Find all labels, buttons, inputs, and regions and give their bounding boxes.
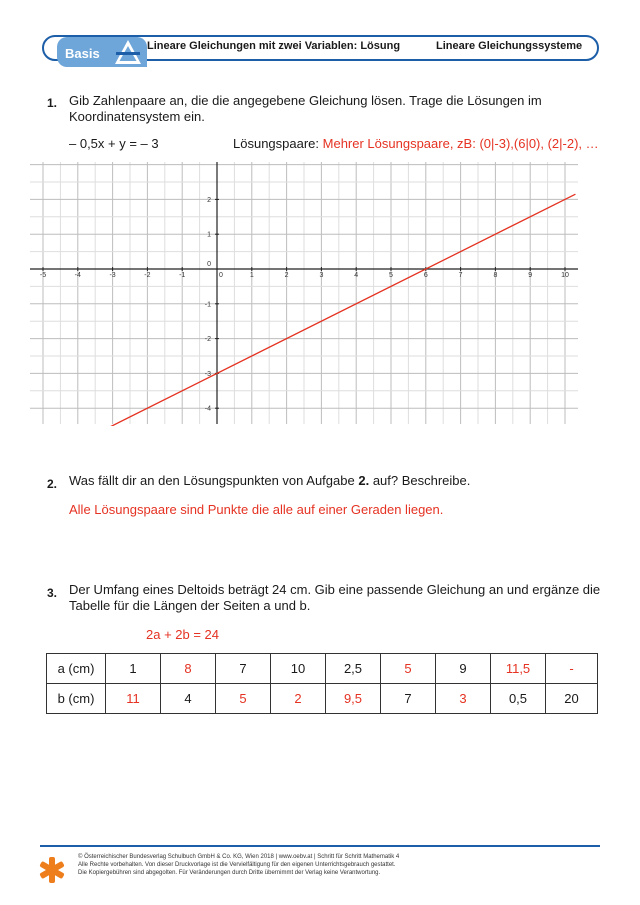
task1-number: 1. bbox=[47, 96, 58, 110]
footer-line-2: Alle Rechte vorbehalten. Von dieser Druckvorlage ist die Vervielfältigung für den eigenen Unterrichtsgebrauch gestattet. bbox=[78, 862, 396, 868]
task3-number: 3. bbox=[47, 586, 58, 600]
x-tick-label: 1 bbox=[249, 272, 254, 279]
y-tick-label: 2 bbox=[207, 196, 211, 204]
cell-b-5: 9,5 bbox=[326, 684, 381, 714]
publisher-star-icon bbox=[38, 856, 66, 884]
x-tick-label: 4 bbox=[354, 272, 359, 279]
triangle-logo-icon bbox=[113, 37, 143, 67]
cell-a-3: 7 bbox=[216, 654, 271, 684]
x-tick-label: 10 bbox=[561, 272, 569, 279]
task1-text-line1: Gib Zahlenpaare an, die die angegebene Gleichung lösen. Trage die Lösungen im bbox=[69, 93, 542, 108]
y-tick-label: 0 bbox=[207, 261, 211, 268]
cell-b-8: 0,5 bbox=[491, 684, 546, 714]
x-tick-label: -1 bbox=[179, 272, 186, 279]
coordinate-graph bbox=[28, 160, 580, 426]
x-tick-label: 3 bbox=[319, 272, 324, 279]
x-tick-label: 8 bbox=[493, 272, 498, 279]
cell-a-9: - bbox=[546, 654, 598, 684]
footer-divider bbox=[40, 845, 600, 847]
task3-text-line1: Der Umfang eines Deltoids beträgt 24 cm. Gib eine passende Gleichung an und ergänze die bbox=[69, 582, 601, 597]
task1-equation: – 0,5x + y = – 3 bbox=[69, 136, 159, 151]
y-tick-label: -4 bbox=[204, 405, 211, 413]
side-length-table bbox=[46, 653, 598, 714]
task2-text bbox=[69, 472, 470, 490]
cell-b-6: 7 bbox=[381, 684, 436, 714]
task2-ref: 2. bbox=[358, 473, 370, 488]
cell-a-2: 8 bbox=[161, 654, 216, 684]
x-tick-label: -4 bbox=[74, 272, 81, 279]
y-tick-label: -1 bbox=[204, 301, 211, 309]
worksheet-title: Lineare Gleichungen mit zwei Variablen: Lösung bbox=[147, 40, 401, 52]
x-tick-label: 0 bbox=[219, 272, 223, 279]
task3-text-line2: Tabelle für die Längen der Seiten a und b. bbox=[69, 598, 311, 613]
solutions-answer: Mehrer Lösungspaare, zB: (0|-3),(6|0), (2|-2), … bbox=[322, 136, 599, 151]
y-tick-label: -2 bbox=[204, 336, 211, 344]
table-row-b bbox=[47, 684, 598, 714]
cell-a-5: 2,5 bbox=[326, 654, 381, 684]
task1-solutions bbox=[233, 135, 599, 153]
x-tick-label: -2 bbox=[144, 272, 151, 279]
cell-b-7: 3 bbox=[436, 684, 491, 714]
cell-a-8: 11,5 bbox=[491, 654, 546, 684]
cell-b-1: 11 bbox=[106, 684, 161, 714]
task1-text-line2: Koordinatensystem ein. bbox=[69, 109, 205, 124]
row-a-label: a (cm) bbox=[47, 654, 106, 684]
x-tick-label: 6 bbox=[423, 272, 428, 279]
cell-a-4: 10 bbox=[271, 654, 326, 684]
task2-text-end: auf? Beschreibe. bbox=[372, 473, 471, 488]
x-tick-label: 2 bbox=[284, 272, 289, 279]
row-b-label: b (cm) bbox=[47, 684, 106, 714]
cell-a-1: 1 bbox=[106, 654, 161, 684]
level-badge-label: Basis bbox=[65, 46, 100, 61]
footer-line-3: Die Kopiergebühren sind abgegolten. Für Veränderungen durch Dritte übernimmt der Verlag keine Verantwortung. bbox=[78, 870, 381, 876]
task3-equation: 2a + 2b = 24 bbox=[146, 627, 220, 642]
cell-a-6: 5 bbox=[381, 654, 436, 684]
cell-a-7: 9 bbox=[436, 654, 491, 684]
x-tick-label: 9 bbox=[528, 272, 533, 279]
task2-number: 2. bbox=[47, 477, 58, 491]
copyright-notice bbox=[78, 853, 399, 877]
x-tick-label: -3 bbox=[109, 272, 116, 279]
cell-b-3: 5 bbox=[216, 684, 271, 714]
cell-b-9: 20 bbox=[546, 684, 598, 714]
y-tick-label: 1 bbox=[207, 231, 211, 239]
table-row-a bbox=[47, 654, 598, 684]
task2-answer: Alle Lösungspaare sind Punkte die alle auf einer Geraden liegen. bbox=[69, 502, 444, 517]
solutions-label: Lösungspaare: bbox=[233, 136, 320, 151]
cell-b-4: 2 bbox=[271, 684, 326, 714]
footer-line-1: © Österreichischer Bundesverlag Schulbuch GmbH & Co. KG, Wien 2018 | www.oebv.at | Schritt für Schritt Mathematik 4 bbox=[78, 854, 400, 860]
y-tick-label: -3 bbox=[204, 370, 211, 378]
cell-b-2: 4 bbox=[161, 684, 216, 714]
task2-text-start: Was fällt dir an den Lösungspunkten von Aufgabe bbox=[69, 473, 355, 488]
x-tick-label: 7 bbox=[458, 272, 463, 279]
x-tick-label: 5 bbox=[389, 272, 393, 279]
grid bbox=[30, 162, 578, 424]
worksheet-topic: Lineare Gleichungssysteme bbox=[436, 40, 583, 52]
level-badge bbox=[57, 37, 147, 67]
x-tick-label: -5 bbox=[39, 272, 47, 279]
